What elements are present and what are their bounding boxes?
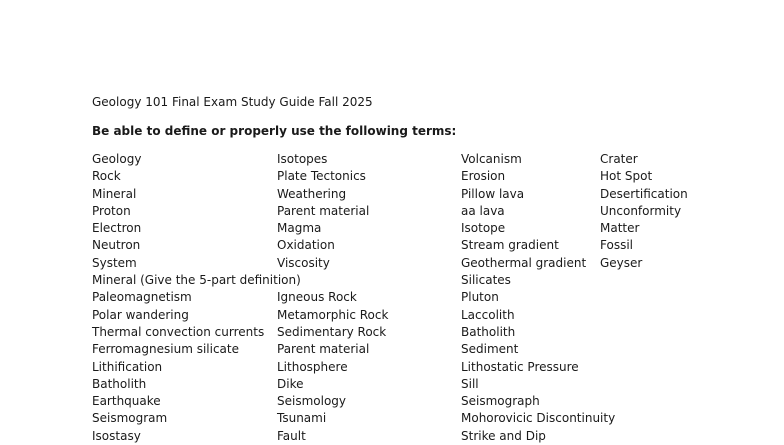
term-item: Isotopes xyxy=(277,152,328,166)
term-item: Pluton xyxy=(461,290,499,305)
term-item: Magma xyxy=(277,221,322,236)
term-item: Igneous Rock xyxy=(277,290,357,305)
term-item: Geothermal gradient xyxy=(461,255,587,270)
term-item: Fault xyxy=(277,428,306,443)
term-item: Sill xyxy=(461,376,479,391)
term-item: Oxidation xyxy=(277,238,335,253)
term-item: Stream gradient xyxy=(461,238,559,253)
term-item: Geology xyxy=(92,152,142,166)
term-item: Hot Spot xyxy=(600,169,653,184)
term-item: Desertification xyxy=(600,186,688,201)
term-item: Pillow lava xyxy=(461,186,525,201)
term-item: Metamorphic Rock xyxy=(277,307,389,322)
term-item: Tsunami xyxy=(277,411,327,426)
term-item: Mohorovicic Discontinuity xyxy=(461,411,616,426)
terms-column-3 xyxy=(461,151,615,445)
term-item: Fossil xyxy=(600,238,633,253)
term-item: Seismograph xyxy=(461,394,540,409)
document-title: Geology 101 Final Exam Study Guide Fall 2025 xyxy=(92,95,373,109)
term-item: Batholith xyxy=(461,324,516,339)
term-item: aa lava xyxy=(461,203,505,218)
term-item: Neutron xyxy=(92,238,141,253)
term-item: Lithification xyxy=(92,359,163,374)
instruction-heading: Be able to define or properly use the following terms: xyxy=(92,124,457,138)
term-item: Earthquake xyxy=(92,394,161,409)
terms-column-4 xyxy=(600,151,688,272)
term-item: Silicates xyxy=(461,273,511,288)
term-item: Seismogram xyxy=(92,411,168,426)
term-item: Rock xyxy=(92,169,121,184)
term-item: Sediment xyxy=(461,342,519,357)
term-item xyxy=(277,272,388,289)
term-item: Polar wandering xyxy=(92,307,189,322)
term-item: Mineral xyxy=(92,186,137,201)
term-item: Isostasy xyxy=(92,428,141,443)
term-item: Erosion xyxy=(461,169,506,184)
term-item: Sedimentary Rock xyxy=(277,324,387,339)
terms-column-1 xyxy=(92,151,301,445)
term-item: System xyxy=(92,255,137,270)
term-item: Paleomagnetism xyxy=(92,290,192,305)
term-item: Dike xyxy=(277,376,304,391)
term-item: Ferromagnesium silicate xyxy=(92,342,239,357)
term-item: Laccolith xyxy=(461,307,515,322)
term-item: Parent material xyxy=(277,342,370,357)
term-item: Matter xyxy=(600,221,640,236)
term-item: Thermal convection currents xyxy=(92,324,265,339)
term-item: Batholith xyxy=(92,376,147,391)
term-item: Geyser xyxy=(600,255,643,270)
term-item: Weathering xyxy=(277,186,347,201)
term-item: Plate Tectonics xyxy=(277,169,366,184)
term-item: Electron xyxy=(92,221,142,236)
term-item: Lithostatic Pressure xyxy=(461,359,579,374)
term-item: Mineral (Give the 5-part definition) xyxy=(92,273,301,288)
term-item: Unconformity xyxy=(600,203,682,218)
term-item: Parent material xyxy=(277,203,370,218)
term-item: Volcanism xyxy=(461,152,522,166)
term-item: Strike and Dip xyxy=(461,428,546,443)
term-item: Seismology xyxy=(277,394,347,409)
term-item: Viscosity xyxy=(277,255,330,270)
term-item: Isotope xyxy=(461,221,506,236)
term-item: Proton xyxy=(92,203,131,218)
term-item: Crater xyxy=(600,152,638,166)
term-item: Lithosphere xyxy=(277,359,348,374)
terms-column-2 xyxy=(277,151,388,445)
